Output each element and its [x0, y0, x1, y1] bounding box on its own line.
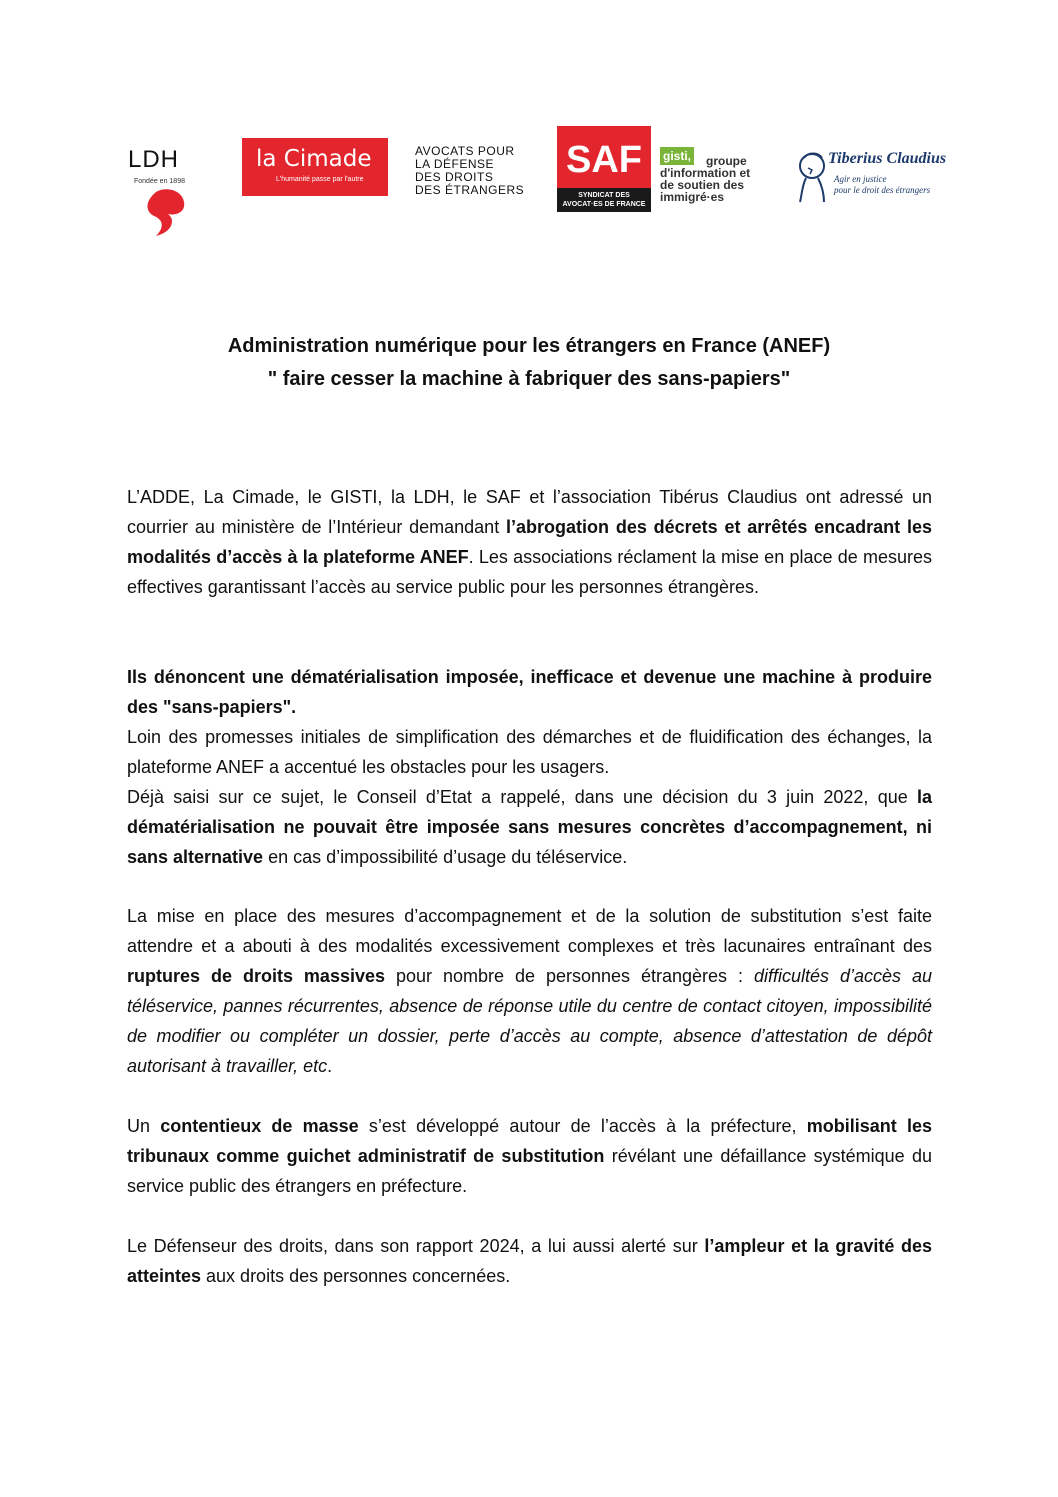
tiberius-subtitle-2: pour le droit des étrangers: [834, 185, 931, 195]
cimade-tagline: L'humanité passe par l'autre: [276, 176, 364, 183]
adde-line-4: DES ÉTRANGERS: [415, 183, 525, 197]
text-run: aux droits des personnes concernées.: [201, 1266, 511, 1286]
paragraph-denunciation: [127, 662, 932, 722]
bold-text-run: Ils dénoncent une dématérialisation imposée, inefficace et devenue une machine à produire des "sans-papiers".: [127, 667, 932, 717]
gisti-line-2: d'information et: [660, 166, 751, 180]
adde-logo: [415, 145, 540, 197]
text-run: La mise en place des mesures d’accompagnement et de la solution de substitution s’est faite attendre et a abouti à des modalités excessivement complexes et très lacunaires entraînant des: [127, 906, 932, 956]
text-run: Le Défenseur des droits, dans son rapport 2024, a lui aussi alerté sur: [127, 1236, 705, 1256]
saf-wordmark: SAF: [566, 139, 642, 181]
ldh-subtitle: Fondée en 1898: [134, 178, 185, 185]
adde-line-2: LA DÉFENSE: [415, 157, 495, 171]
text-run: s’est développé autour de l’accès à la préfecture,: [358, 1116, 807, 1136]
text-run: en cas d’impossibilité d’usage du téléservice.: [263, 847, 628, 867]
text-run: Un: [127, 1116, 161, 1136]
text-run: Déjà saisi sur ce sujet, le Conseil d’Etat a rappelé, dans une décision du 3 juin 2022, que: [127, 787, 917, 807]
tiberius-subtitle-1: Agir en justice: [834, 174, 887, 184]
bold-text-run: l’abrogation des décrets et arrêtés encadrant les modalités d’accès à la plateforme ANEF: [127, 517, 932, 567]
cimade-name: la Cimade: [256, 146, 372, 172]
bold-text-run: contentieux de masse: [160, 1116, 359, 1136]
paragraph-promises: [127, 722, 932, 782]
ldh-bird-icon: [142, 186, 188, 238]
paragraph-intro: [127, 482, 932, 602]
bust-portrait-icon: [796, 150, 828, 204]
bold-text-run: ruptures de droits massives: [127, 966, 385, 986]
saf-subtitle-line-1: SYNDICAT DES: [578, 192, 630, 199]
bold-text-run: mobilisant les tribunaux comme guichet administratif de substitution: [127, 1116, 932, 1166]
gisti-line-3: de soutien des: [660, 178, 745, 192]
text-run: .: [327, 1056, 333, 1076]
saf-subtitle: [557, 191, 651, 209]
text-run: Loin des promesses initiales de simplification des démarches et de fluidification des échanges, la plateforme ANEF a accentué les obstacles pour les usagers.: [127, 727, 932, 777]
saf-subtitle-line-2: AVOCAT·ES DE FRANCE: [562, 201, 646, 208]
gisti-badge: gisti,: [660, 147, 694, 165]
saf-logo: [557, 126, 651, 212]
ldh-wordmark: LDH: [128, 146, 180, 173]
text-run: . Les associations réclament la mise en place de mesures effectives garantissant l’accès au service public pour les personnes étrangères.: [127, 547, 932, 597]
gisti-logo: [660, 147, 770, 205]
paragraph-contentieux: [127, 1111, 932, 1201]
document-subtitle: " faire cesser la machine à fabriquer des sans-papiers": [267, 368, 791, 390]
gisti-line-1: groupe: [706, 154, 747, 168]
ldh-logo: [128, 146, 204, 238]
tiberius-name: Tiberius Claudius: [828, 150, 947, 167]
paragraph-substitution: [127, 901, 932, 1081]
text-run: révélant une défaillance systémique du service public des étrangers en préfecture.: [127, 1146, 932, 1196]
paragraph-defenseur: [127, 1231, 932, 1291]
bold-text-run: la dématérialisation ne pouvait être imposée sans mesures concrètes d’accompagnement, ni sans alternative: [127, 787, 932, 867]
adde-line-1: AVOCATS POUR: [415, 144, 515, 158]
gisti-line-4: immigré·es: [660, 190, 725, 204]
adde-line-3: DES DROITS: [415, 170, 494, 184]
tiberius-claudius-logo: [796, 150, 946, 206]
italic-text-run: difficultés d’accès au téléservice, pannes récurrentes, absence de réponse utile du centre de contact citoyen, impossibilité de modifier ou compléter un dossier, perte d’accès au compte, absence d’attestation de dépôt autorisant à travailler, etc: [127, 966, 933, 1076]
paragraph-conseil-etat: [127, 782, 932, 872]
cimade-logo: [242, 138, 388, 196]
text-run: pour nombre de personnes étrangères :: [385, 966, 754, 986]
bold-text-run: l’ampleur et la gravité des atteintes: [127, 1236, 932, 1286]
document-title: Administration numérique pour les étrangers en France (ANEF): [227, 335, 831, 357]
text-run: L’ADDE, La Cimade, le GISTI, la LDH, le SAF et l’association Tibérus Claudius ont adressé un courrier au ministère de l’Intérieur demandant: [127, 487, 932, 537]
